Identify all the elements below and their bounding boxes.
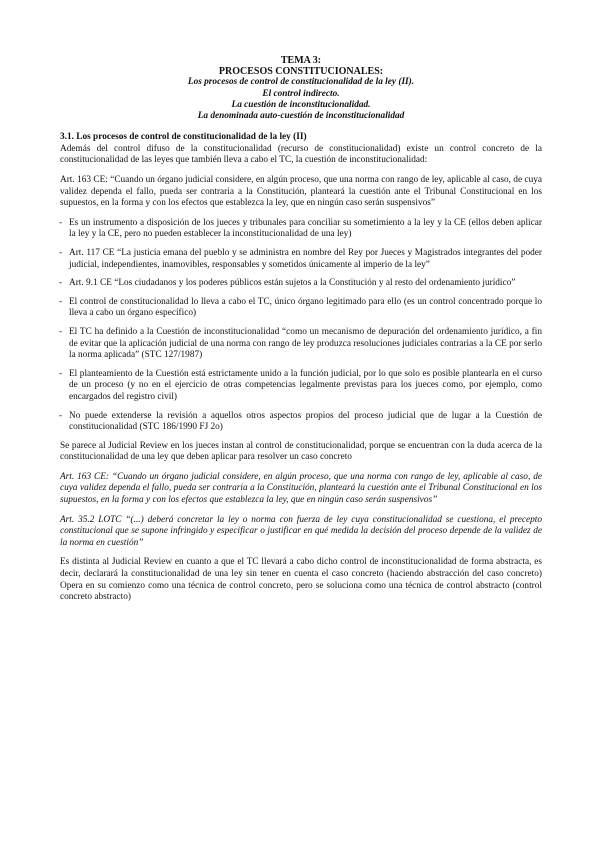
title-line-6: La denominada auto-cuestión de inconstitucionalidad [197,111,405,122]
list-item: - El planteamiento de la Cuestión está estrictamente unido a la función judicial, por lo que solo es posible plantearla en el curso de un proceso (y no en el ejercicio de otras competencias legalmente previstas para los jueces como, por ejemplo, como encargados del registro civil) [60,369,542,404]
closing-paragraph: Es distinta al Judicial Review en cuanto a que el TC llevará a cabo dicho control de inconstitucionalidad de forma abstracta, es decir, declarará la constitucionalidad de una ley sin tener en cuenta el caso concreto (haciendo abstracción del caso concreto) Opera en su comienzo como una técnica de control concreto, pero se soluciona como una técnica de control abstracto (control concreto abstracto) [60,557,542,603]
judicial-review-paragraph: Se parece al Judicial Review en los jueces instan al control de constitucionalidad, porque se encuentran con la duda acerca de la constitucionalidad de una ley que deben aplicar para resolver un caso concreto [60,440,542,463]
bullet-list [60,218,542,434]
document-page [60,55,542,612]
title-line-2: PROCESOS CONSTITUCIONALES: [218,66,384,78]
art-163-quote: Art. 163 CE: “Cuando un órgano judicial considere, en algún proceso, que una norma con rango de ley, aplicable al caso, de cuya validez dependa el fallo, pueda ser contraria a la Constitución, planteará la cuestión ante el Tribunal Constitucional en los supuestos, en la forma y con los efectos que establezca la ley, que en ningún caso serán suspensivos” [60,471,542,506]
intro-paragraph: Además del control difuso de la constitucionalidad (recurso de constitucionalidad) existe un control concreto de la constitucionalidad de las leyes que también lleva a cabo el TC, la cuestión de inconstitucionalidad: [60,143,542,166]
title-line-4: El control indirecto. [262,88,340,99]
title-line-3: Los procesos de control de constitucionalidad de la ley (II). [187,77,415,88]
list-item: - El control de constitucionalidad lo lleva a cabo el TC, único órgano legitimado para ello (es un control concentrado porque lo lleva a cabo un órgano específico) [60,297,542,320]
list-item: - Es un instrumento a disposición de los jueces y tribunales para conciliar su sometimiento a la ley y la CE (ellos deben aplicar la ley y la CE, pero no pueden establecer la inconstitucionalidad de una ley) [60,218,542,241]
title-block [60,55,542,122]
list-item: - Art. 117 CE “La justicia emana del pueblo y se administra en nombre del Rey por Jueces y Magistrados integrantes del poder judicial, independientes, inamovibles, responsables y sometidos únicamente al imperio de la ley” [60,248,542,271]
art-163-paragraph: Art. 163 CE: “Cuando un órgano judicial considere, en algún proceso, que una norma con rango de ley, aplicable al caso, de cuya validez dependa el fallo, pueda ser contraria a la Constitución, planteará la cuestión ante el Tribunal Constitucional en los supuestos, en la forma y con los efectos que establezca la ley, que en ningún caso serán suspensivos” [60,175,542,209]
section-heading: 3.1. Los procesos de control de constitucionalidad de la ley (II) [60,132,307,143]
title-line-5: La cuestión de inconstitucionalidad. [231,99,371,110]
list-item: - No puede extenderse la revisión a aquellos otros aspectos propios del proceso judicial que de lugar a la Cuestión de constitucionalidad (STC 186/1990 FJ 2o) [60,411,542,434]
art-35-lotc-quote: Art. 35.2 LOTC “(...) deberá concretar la ley o norma con fuerza de ley cuya constitucionalidad se cuestiona, el precepto constitucional que se supone infringido y especificar o justificar en qué medida la decisión del proceso depende de la validez de la norma en cuestión” [60,514,542,548]
title-line-1: TEMA 3: [280,55,322,66]
list-item: - El TC ha definido a la Cuestión de inconstitucionalidad “como un mecanismo de depuración del ordenamiento jurídico, a fin de evitar que la aplicación judicial de una norma con rango de ley produzca resoluciones judiciales contrarias a la CE por serlo la norma aplicada” (STC 127/1987) [60,327,542,362]
list-item: - Art. 9.1 CE “Los ciudadanos y los poderes públicos están sujetos a la Constitución y al resto del ordenamiento jurídico” [60,278,542,290]
